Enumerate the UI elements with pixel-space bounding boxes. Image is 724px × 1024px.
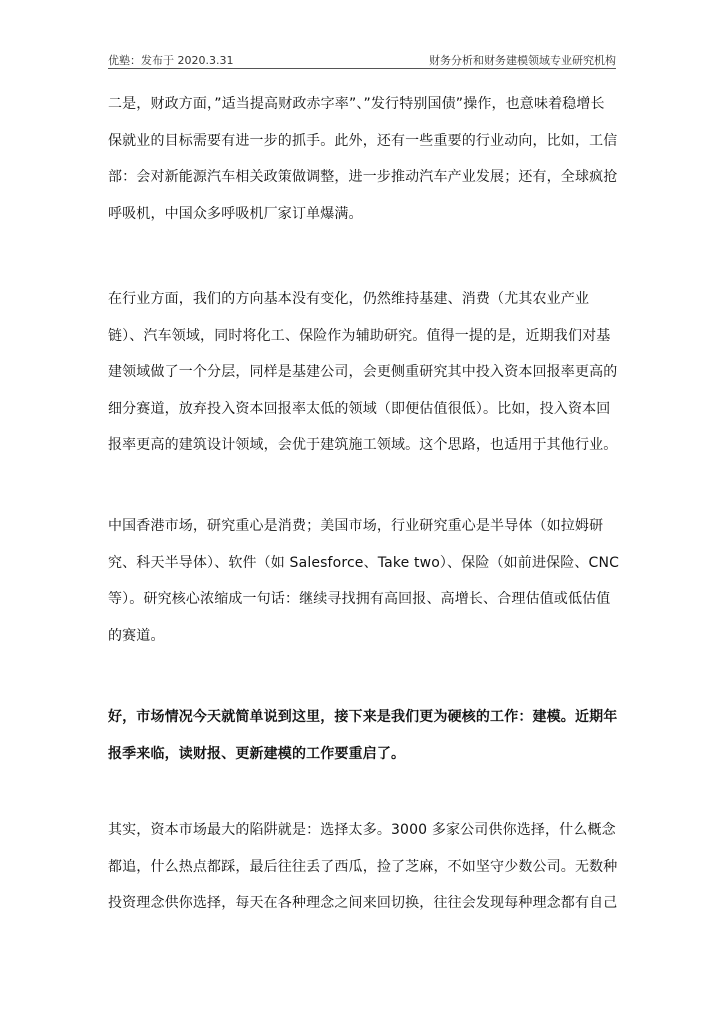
- text-line: 等）。研究核心浓缩成一句话：继续寻找拥有高回报、高增长、合理估值或低估值: [108, 591, 611, 607]
- text-line: 投资理念供你选择，每天在各种理念之间来回切换，往往会发现每种理念都有自己: [108, 895, 618, 911]
- text-line: 建领域做了一个分层，同样是基建公司，会更侧重研究其中投入资本回报率更高的: [108, 364, 618, 380]
- paragraph-hk-us-markets: [108, 508, 618, 654]
- text-line: 报季来临，读财报、更新建模的工作要重启了。: [108, 745, 406, 762]
- page-header: [108, 50, 616, 68]
- text-line: 都追，什么热点都踩，最后往往丢了西瓜，捡了芝麻，不如坚守少数公司。无数种: [108, 858, 618, 875]
- text-line: 呼吸机，中国众多呼吸机厂家订单爆满。: [108, 205, 363, 222]
- text-line: 其实，资本市场最大的陷阱就是：选择太多。3000 多家公司供你选择，什么概念: [108, 822, 616, 838]
- text-line: 细分赛道，放弃投入资本回报率太低的领域（即便估值很低）。比如，投入资本回: [108, 400, 611, 417]
- text-line: 好，市场情况今天就简单说到这里，接下来是我们更为硬核的工作：建模。近期年: [108, 709, 618, 725]
- text-line: 报率更高的建筑设计领域，会优于建筑施工领域。这个思路，也适用于其他行业。: [108, 437, 618, 453]
- paragraph-fiscal-policy: [108, 86, 618, 232]
- text-line: 的赛道。: [108, 627, 165, 644]
- header-org-name: 财务分析和财务建模领域专业研究机构: [429, 54, 616, 67]
- text-line: 保就业的目标需要有进一步的抓手。此外，还有一些重要的行业动向，比如，工信: [108, 132, 618, 149]
- text-line: 中国香港市场，研究重心是消费；美国市场，行业研究重心是半导体（如拉姆研: [108, 518, 604, 534]
- text-line: 究、科天半导体）、软件（如 Salesforce、Take two）、保险（如前进保险、CNC: [108, 554, 620, 571]
- header-publish-info: 优塾：发布于 2020.3.31: [108, 54, 234, 67]
- paragraph-industry-direction: [108, 281, 618, 464]
- paragraph-market-traps: [108, 812, 618, 922]
- header-divider: [108, 68, 616, 69]
- paragraph-modeling-intro: [108, 699, 618, 772]
- text-line: 部：会对新能源汽车相关政策做调整，进一步推动汽车产业发展；还有，全球疯抢: [108, 169, 618, 185]
- text-line: 在行业方面，我们的方向基本没有变化，仍然维持基建、消费（尤其农业产业: [108, 291, 590, 307]
- text-line: 二是，财政方面，”适当提高财政赤字率”、”发行特别国债”操作，也意味着稳增长: [108, 96, 605, 112]
- text-line: 链）、汽车领域，同时将化工、保险作为辅助研究。值得一提的是，近期我们对基: [108, 327, 611, 344]
